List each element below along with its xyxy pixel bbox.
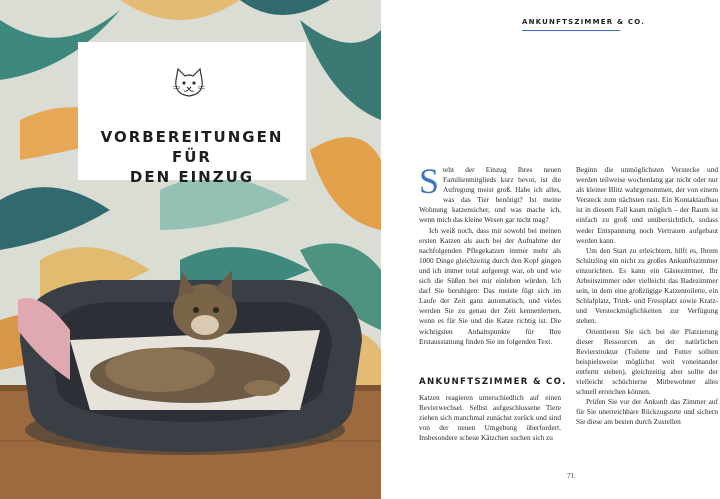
paragraph: Ich weiß noch, dass mir sowohl bei meinen ersten Katzen als auch bei der Aufnahme der nachfolgenden Pflegekatzen immer mehr als 1000 Dinge gleichzeitig durch den Kopf gingen und ich immer total aufgeregt war, ob und wie sich die Süßen bei mir einleben würden. Ich darf Sie beruhigen: Das meiste fügt sich im Laufe der Zeit ganz automatisch, und vieles werden Sie zu genau der Zeit kennenlernen, wenn es für Sie und die Katze richtig ist. Die wichtigsten Anhaltspunkte für Ihre Erstausstattung finden Sie im folgenden Text. — [419, 225, 561, 346]
chapter-title-line-1: VORBEREITUNGEN FÜR — [100, 128, 284, 166]
chapter-title — [78, 127, 306, 187]
column-1 — [419, 161, 561, 347]
running-head-rule — [522, 30, 620, 31]
column-1-continued — [419, 393, 561, 443]
running-head: ANKUNFTSZIMMER & CO. — [522, 18, 646, 26]
drop-cap: S — [419, 161, 440, 201]
cat-face-icon — [171, 66, 207, 100]
paragraph: Orientieren Sie sich bei der Platzierung dieser Ressourcen an der natürlichen Revierstruktur (Toilette und Futter sollten beispielsweise möglichst weit voneinander entfernt stehen), gleichzeitig aber sollte der vielleicht schüchterne Mitbewohner alles schnell erreichen können. — [576, 326, 718, 397]
intro-text: teht der Einzug Ihres neuen Familienmitglieds kurz bevor, ist die Aufregung meist groß. Habe ich alles, was das Tier benötigt? Ist meine Wohnung katzensicher, und was mache ich, wenn mich das kleine Wesen gar nicht mag? — [419, 165, 561, 225]
page-number: 71 — [567, 471, 575, 480]
paragraph: Um den Start zu erleichtern, hilft es, Ihrem Schützling ein nicht zu großes Ankunftszimmer einzurichten. Es kann ein Gästezimmer, Ihr Arbeitszimmer oder vielleicht das Badezimmer sein, in dem eine großzügige Katzentoilette, ein Schlafplatz, Trink- und Fressplatz sowie Kratz- und Versteckmöglichkeiten zur Verfügung stehen. — [576, 245, 718, 326]
chapter-title-line-2: DEN EINZUG — [129, 168, 255, 186]
column-2 — [576, 165, 718, 427]
paragraph: Prüfen Sie vor der Ankunft das Zimmer auf für Sie unerreichbare Rückzugsorte und sichern Sie diese am besten durch Zustellen — [576, 397, 718, 427]
intro-paragraph — [419, 161, 561, 226]
paragraph: Katzen reagieren unterschiedlich auf einen Revierwechsel. Selbst aufgeschlossene Tiere ziehen sich manchmal zunächst zurück und sind von der neuen Umgebung überfordert. Insbesondere scheue Kätzchen suchen sich zu — [419, 393, 561, 443]
paragraph: Beginn die unmöglichsten Verstecke und werden teilweise wochenlang gar nicht oder nur als kleiner Blitz wahrgenommen, der von einem Versteck zum nächsten rast. Ein Kontaktaufbau ist in diesem Fall kaum möglich – der Raum ist einfach zu groß und unübersichtlich, sodass weder Entspannung noch Vertrauen aufgebaut werden kann. — [576, 165, 718, 245]
section-heading: ANKUNFTSZIMMER & CO. — [419, 377, 567, 387]
